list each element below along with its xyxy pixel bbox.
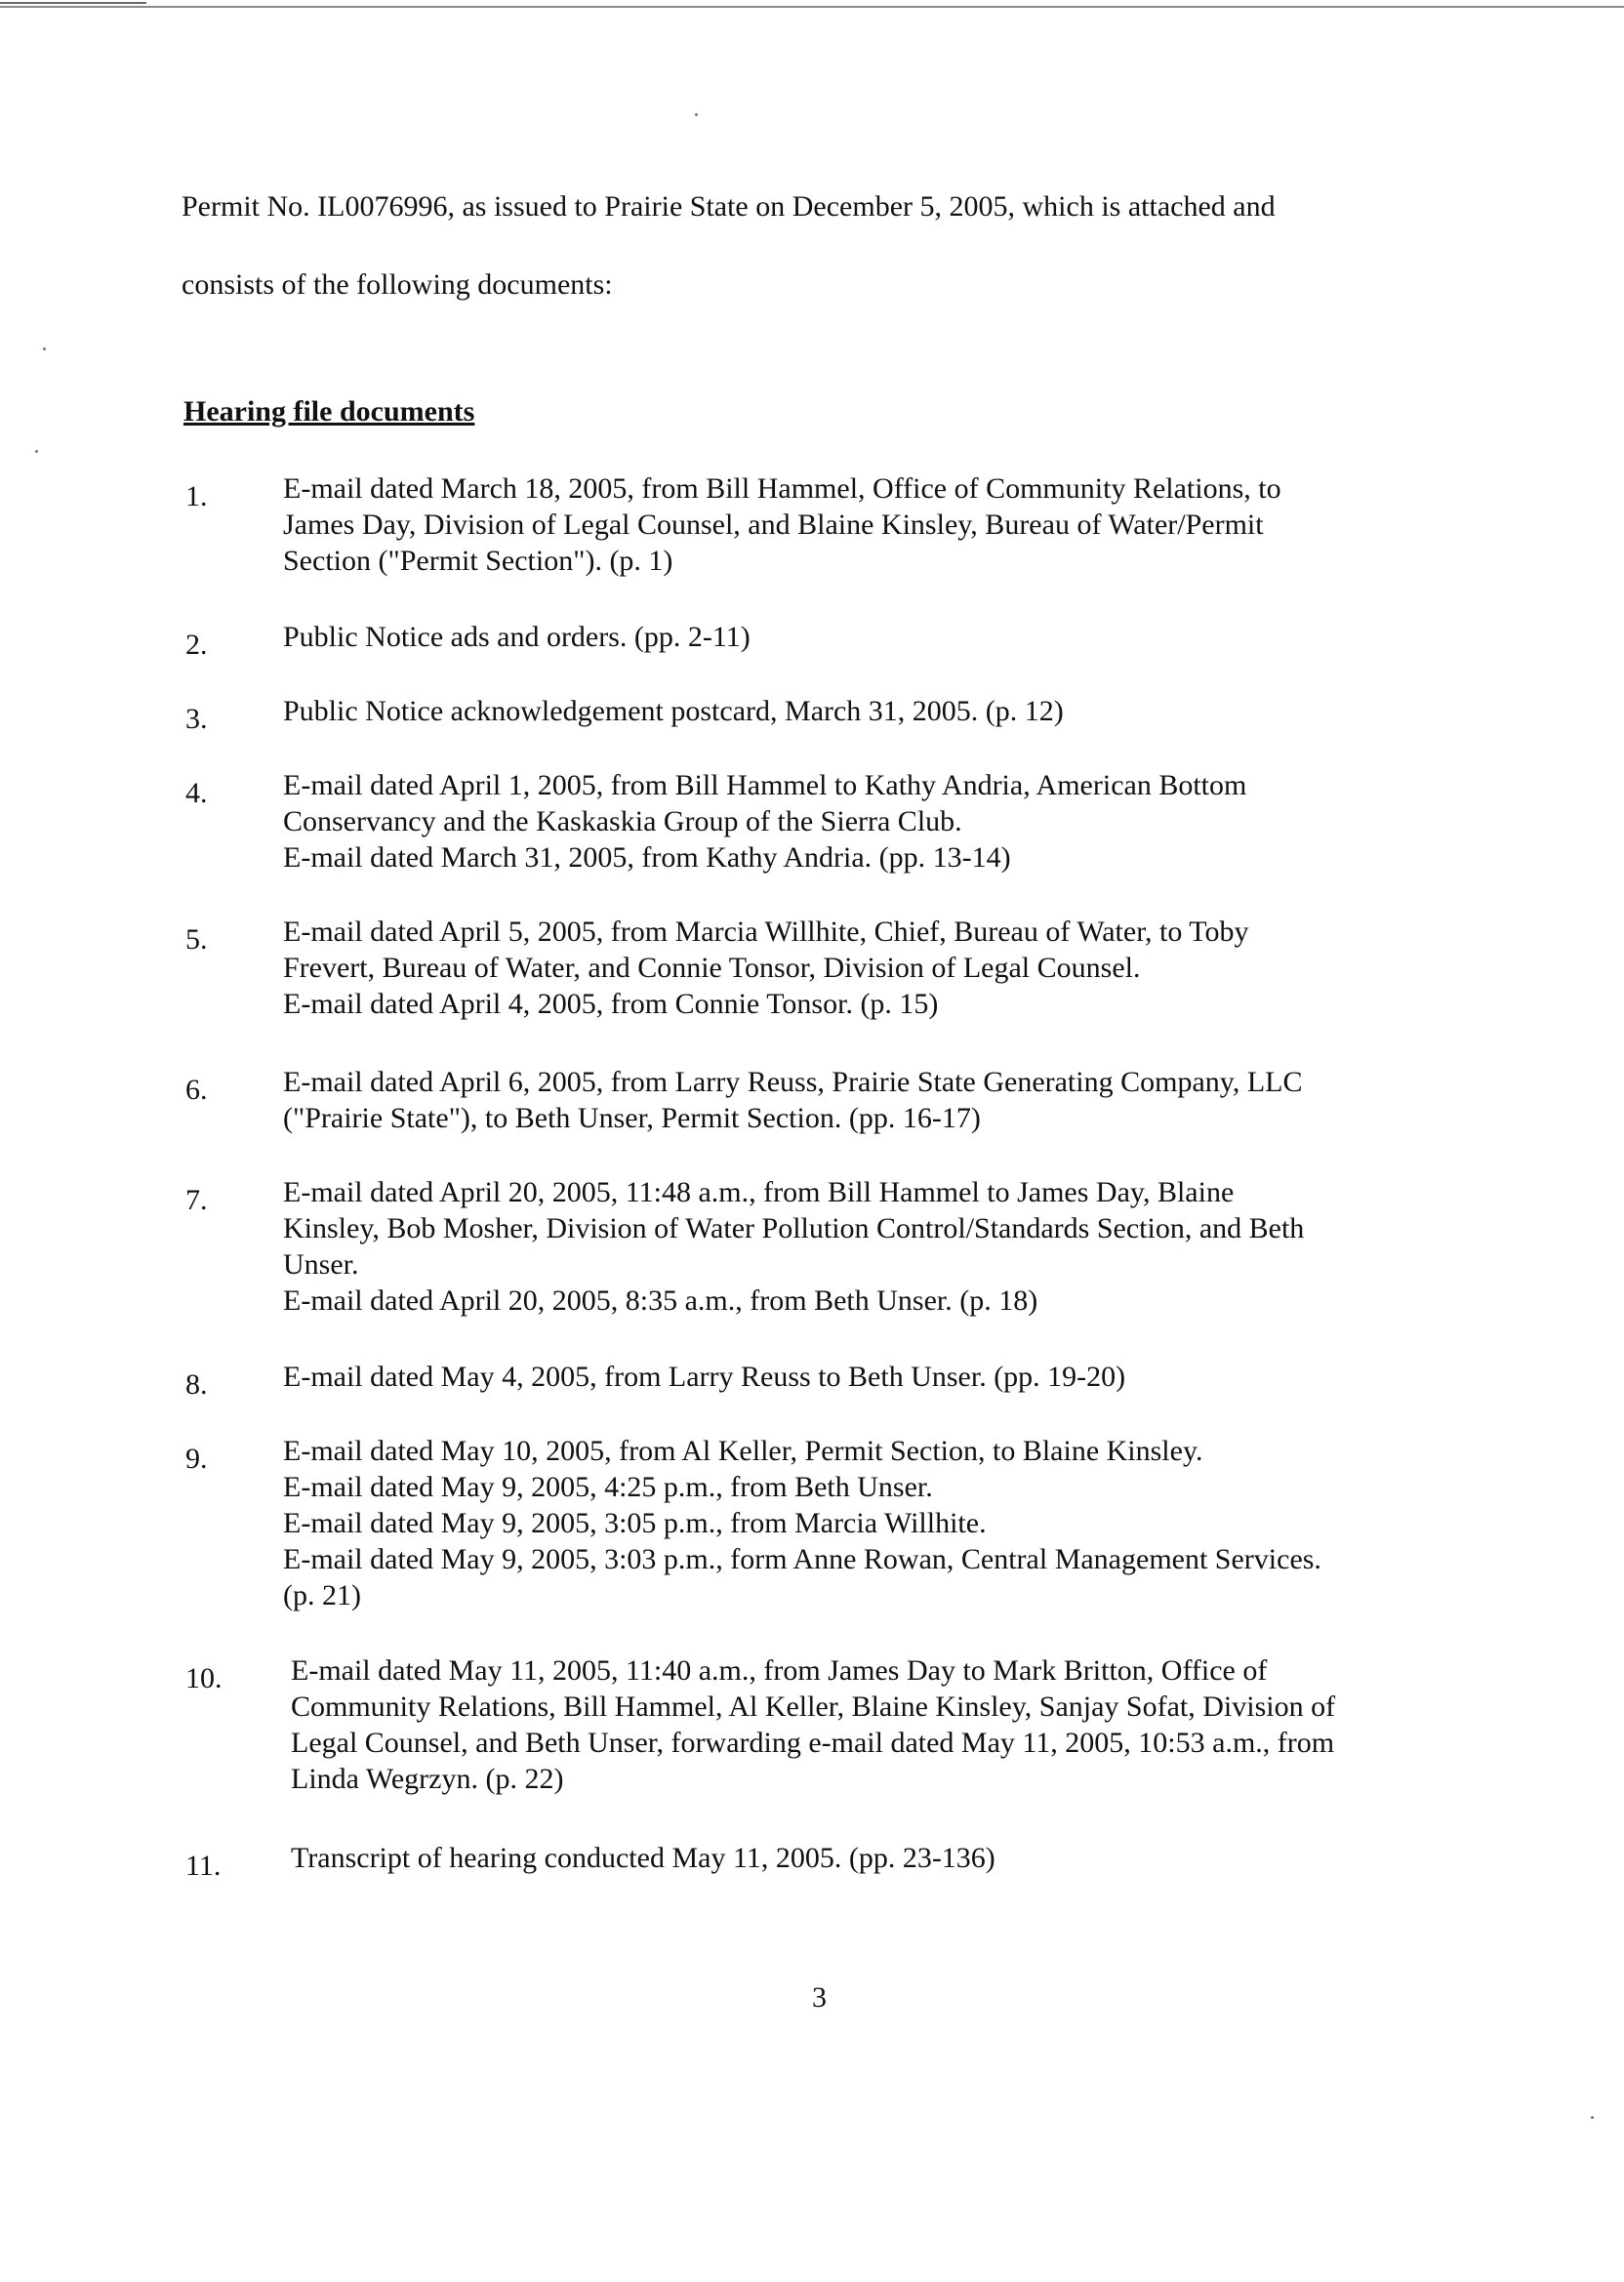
item-line: Public Notice ads and orders. (pp. 2-11) <box>283 621 751 653</box>
item-line: E-mail dated March 31, 2005, from Kathy Andria. (pp. 13-14) <box>283 841 1011 874</box>
item-line: E-mail dated April 20, 2005, 8:35 a.m., from Beth Unser. (p. 18) <box>283 1284 1038 1317</box>
item-text <box>283 1064 1493 1136</box>
item-line: E-mail dated May 9, 2005, 3:03 p.m., form Anne Rowan, Central Management Services. <box>283 1543 1321 1575</box>
item-line: E-mail dated April 4, 2005, from Connie Tonsor. (p. 15) <box>283 988 939 1020</box>
item-number: 2. <box>185 629 208 661</box>
item-number: 10. <box>185 1662 223 1694</box>
item-line: James Day, Division of Legal Counsel, and Blaine Kinsley, Bureau of Water/Permit <box>283 509 1264 541</box>
page-number: 3 <box>812 1981 827 2014</box>
item-text <box>283 1174 1493 1319</box>
item-line: E-mail dated March 18, 2005, from Bill Hammel, Office of Community Relations, to <box>283 472 1281 505</box>
item-line: E-mail dated April 6, 2005, from Larry Reuss, Prairie State Generating Company, LLC <box>283 1066 1303 1098</box>
item-number: 5. <box>185 923 208 956</box>
item-number: 7. <box>185 1184 208 1216</box>
scan-border-line-left <box>0 2 146 4</box>
item-line: Conservancy and the Kaskaskia Group of the Sierra Club. <box>283 805 962 837</box>
section-heading: Hearing file documents <box>183 395 475 428</box>
item-text <box>283 1433 1493 1613</box>
item-line: E-mail dated May 11, 2005, 11:40 a.m., from James Day to Mark Britton, Office of <box>291 1654 1268 1687</box>
item-line: E-mail dated May 10, 2005, from Al Keller, Permit Section, to Blaine Kinsley. <box>283 1435 1203 1467</box>
item-number: 4. <box>185 777 208 809</box>
item-number: 1. <box>185 480 208 512</box>
item-text <box>283 470 1493 579</box>
item-number: 9. <box>185 1443 208 1475</box>
item-line: E-mail dated May 4, 2005, from Larry Reuss to Beth Unser. (pp. 19-20) <box>283 1361 1126 1393</box>
item-text <box>291 1652 1501 1797</box>
item-text <box>283 693 1493 729</box>
intro-paragraph <box>182 168 1470 324</box>
item-line: Kinsley, Bob Mosher, Division of Water Pollution Control/Standards Section, and Beth <box>283 1212 1305 1244</box>
item-number: 6. <box>185 1074 208 1106</box>
item-line: Public Notice acknowledgement postcard, March 31, 2005. (p. 12) <box>283 695 1064 727</box>
item-text <box>283 767 1493 876</box>
item-line: (p. 21) <box>283 1579 361 1611</box>
item-line: Transcript of hearing conducted May 11, 2005. (pp. 23-136) <box>291 1842 995 1874</box>
scan-speck <box>695 113 698 116</box>
scan-speck <box>43 347 46 350</box>
item-line: E-mail dated April 5, 2005, from Marcia Willhite, Chief, Bureau of Water, to Toby <box>283 916 1249 948</box>
item-text <box>291 1840 1501 1876</box>
item-text <box>283 619 1493 655</box>
scan-speck <box>1591 2116 1594 2119</box>
item-line: Legal Counsel, and Beth Unser, forwarding e-mail dated May 11, 2005, 10:53 a.m., from <box>291 1727 1335 1759</box>
scan-speck <box>35 450 38 453</box>
item-line: E-mail dated May 9, 2005, 3:05 p.m., from Marcia Willhite. <box>283 1507 987 1539</box>
item-line: Frevert, Bureau of Water, and Connie Tonsor, Division of Legal Counsel. <box>283 952 1141 984</box>
item-line: Community Relations, Bill Hammel, Al Keller, Blaine Kinsley, Sanjay Sofat, Division of <box>291 1691 1336 1723</box>
item-text <box>283 914 1493 1022</box>
item-number: 8. <box>185 1368 208 1401</box>
scan-border-line <box>0 6 1624 8</box>
item-number: 3. <box>185 703 208 735</box>
intro-line-2: consists of the following documents: <box>182 268 613 301</box>
item-line: E-mail dated April 20, 2005, 11:48 a.m., from Bill Hammel to James Day, Blaine <box>283 1176 1235 1208</box>
item-line: Linda Wegrzyn. (p. 22) <box>291 1763 564 1795</box>
item-line: E-mail dated April 1, 2005, from Bill Hammel to Kathy Andria, American Bottom <box>283 769 1247 801</box>
item-line: ("Prairie State"), to Beth Unser, Permit Section. (pp. 16-17) <box>283 1102 981 1134</box>
item-number: 11. <box>185 1850 222 1882</box>
item-line: Section ("Permit Section"). (p. 1) <box>283 545 673 577</box>
item-line: Unser. <box>283 1248 359 1281</box>
item-text <box>283 1359 1493 1395</box>
intro-line-1: Permit No. IL0076996, as issued to Prairie State on December 5, 2005, which is attached and <box>182 190 1276 223</box>
item-line: E-mail dated May 9, 2005, 4:25 p.m., from Beth Unser. <box>283 1471 933 1503</box>
